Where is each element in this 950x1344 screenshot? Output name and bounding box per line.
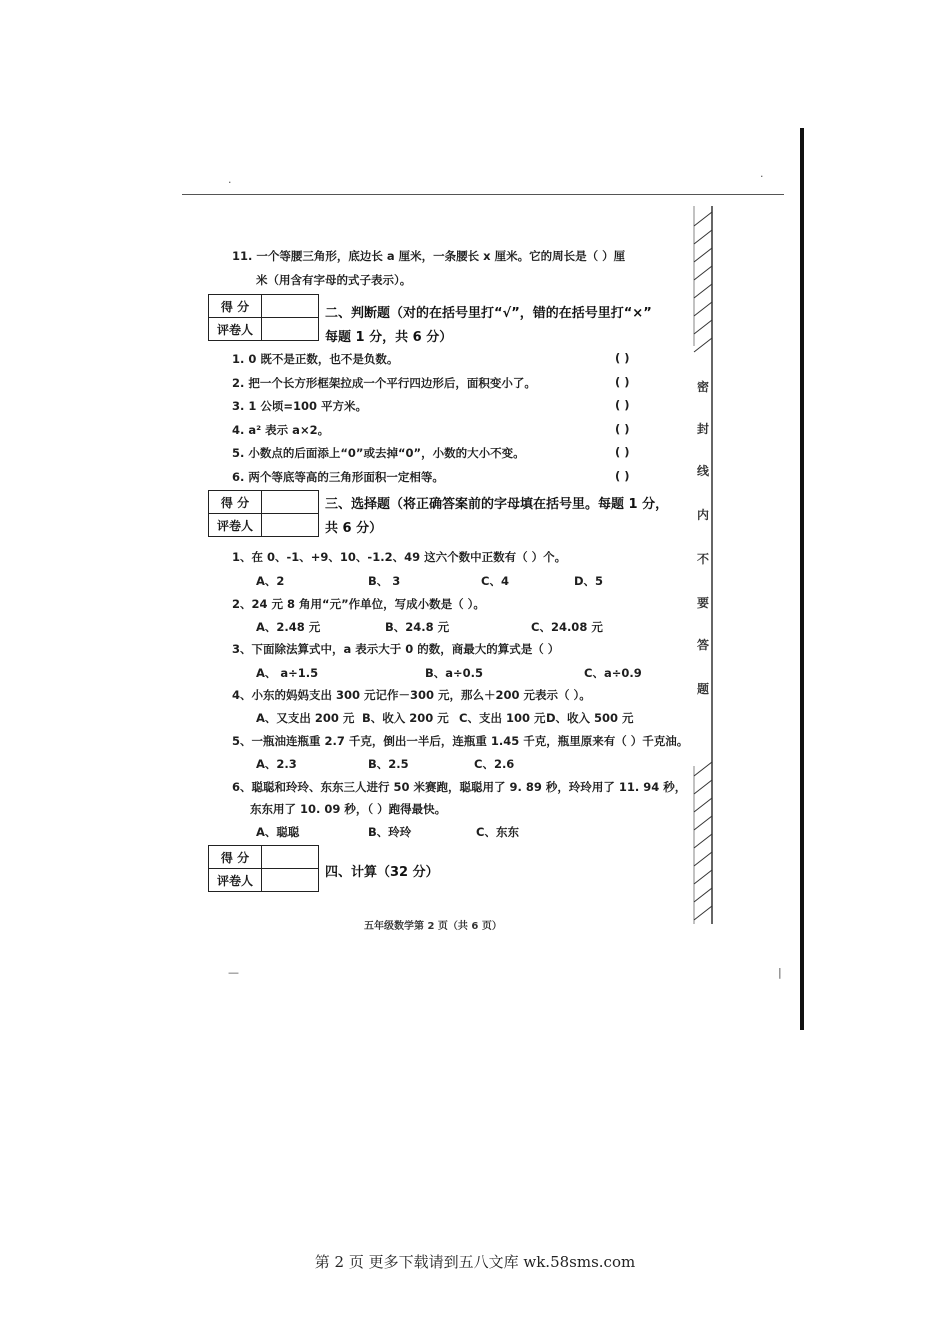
choice-option[interactable]: D、5 [574,574,604,588]
choice-option[interactable]: C、2.6 [474,757,515,771]
choice-question: 5、一瓶油连瓶重 2.7 千克，倒出一半后，连瓶重 1.45 千克，瓶里原来有（ ）千克油。 [232,734,689,748]
judge-item: 3. 1 公顷=100 平方米。 [232,399,368,413]
grader-label: 评卷人 [209,869,262,892]
answer-paren[interactable]: ( ) [615,351,630,365]
choice-question: 3、下面除法算式中，a 表示大于 0 的数，商最大的算式是（ ） [232,642,560,656]
q11-line1: 11. 一个等腰三角形，底边长 a 厘米，一条腰长 x 厘米。它的周长是（ ）厘 [232,249,626,263]
judge-item: 2. 把一个长方形框架拉成一个平行四边形后，面积变小了。 [232,376,536,390]
section4-title: 四、计算（32 分） [325,865,439,880]
answer-paren[interactable]: ( ) [615,445,630,459]
choice-question: 6、聪聪和玲玲、东东三人进行 50 米赛跑，聪聪用了 9. 89 秒，玲玲用了 11. 94 秒， [232,780,687,794]
answer-paren[interactable]: ( ) [615,469,630,483]
choice-option[interactable]: B、玲玲 [368,825,412,839]
judge-item: 6. 两个等底等高的三角形面积一定相等。 [232,470,444,484]
choice-question: 2、24 元 8 角用“元”作单位，写成小数是（ ）。 [232,597,485,611]
choice-option[interactable]: B、2.5 [368,757,409,771]
choice-question-cont: 东东用了 10. 09 秒，（ ）跑得最快。 [250,802,447,816]
score-label: 得 分 [209,846,262,869]
score-field[interactable] [262,295,319,318]
grader-field[interactable] [262,514,319,537]
choice-option[interactable]: B、 3 [368,574,401,588]
judge-item: 4. a² 表示 a×2。 [232,423,330,437]
document-footer: 第 2 页 更多下载请到五八文库 wk.58sms.com [314,1253,636,1271]
answer-paren[interactable]: ( ) [615,398,630,412]
score-field[interactable] [262,846,319,869]
choice-option[interactable]: A、 a÷1.5 [256,666,319,680]
score-label: 得 分 [209,491,262,514]
exam-page-number: 五年级数学第 2 页（共 6 页） [364,921,502,932]
section3-title: 三、选择题（将正确答案前的字母填在括号里。每题 1 分， [325,497,669,512]
choice-option[interactable]: A、又支出 200 元 [256,711,355,725]
scan-speck: · [228,176,232,189]
grader-label: 评卷人 [209,318,262,341]
choice-option[interactable]: A、聪聪 [256,825,300,839]
grader-field[interactable] [262,318,319,341]
section2-title-cont: 每题 1 分，共 6 分） [325,330,453,345]
score-box-section3 [208,490,319,537]
q11-line2: 米（用含有字母的式子表示）。 [256,273,412,287]
score-box-section4 [208,845,319,892]
choice-option[interactable]: C、4 [481,574,509,588]
choice-option[interactable]: D、收入 500 元 [546,711,634,725]
choice-option[interactable]: A、2 [256,574,285,588]
choice-option[interactable]: C、支出 100 元 [459,711,546,725]
seal-char: 密 [696,380,709,394]
choice-option[interactable]: B、24.8 元 [385,620,450,634]
grader-label: 评卷人 [209,514,262,537]
answer-paren[interactable]: ( ) [615,422,630,436]
top-rule [182,194,784,195]
scan-speck: | [778,966,782,979]
score-field[interactable] [262,491,319,514]
seal-char: 封 [696,422,709,436]
seal-char: 内 [696,508,709,522]
score-label: 得 分 [209,295,262,318]
choice-option[interactable]: C、24.08 元 [531,620,603,634]
choice-question: 4、小东的妈妈支出 300 元记作－300 元，那么＋200 元表示（ ）。 [232,688,591,702]
seal-char: 答 [696,638,709,652]
section3-title-cont: 共 6 分） [325,521,383,536]
seal-char: 线 [696,464,709,478]
scan-speck: · [760,170,764,183]
seal-char: 不 [696,552,709,566]
seal-char: 题 [696,682,709,696]
section2-title: 二、判断题（对的在括号里打“√”，错的在括号里打“×” [325,306,652,321]
judge-item: 5. 小数点的后面添上“0”或去掉“0”，小数的大小不变。 [232,446,525,460]
choice-option[interactable]: C、a÷0.9 [584,666,642,680]
answer-paren[interactable]: ( ) [615,375,630,389]
seal-char: 要 [696,596,709,610]
choice-option[interactable]: A、2.3 [256,757,297,771]
score-box-section2 [208,294,319,341]
choice-option[interactable]: B、收入 200 元 [362,711,449,725]
choice-option[interactable]: A、2.48 元 [256,620,321,634]
choice-option[interactable]: C、东东 [476,825,519,839]
choice-question: 1、在 0、-1、+9、10、-1.2、49 这六个数中正数有（ ）个。 [232,550,567,564]
scan-speck: — [228,966,239,979]
choice-option[interactable]: B、a÷0.5 [425,666,484,680]
grader-field[interactable] [262,869,319,892]
judge-item: 1. 0 既不是正数，也不是负数。 [232,352,399,366]
scan-edge-bar [800,128,804,1030]
